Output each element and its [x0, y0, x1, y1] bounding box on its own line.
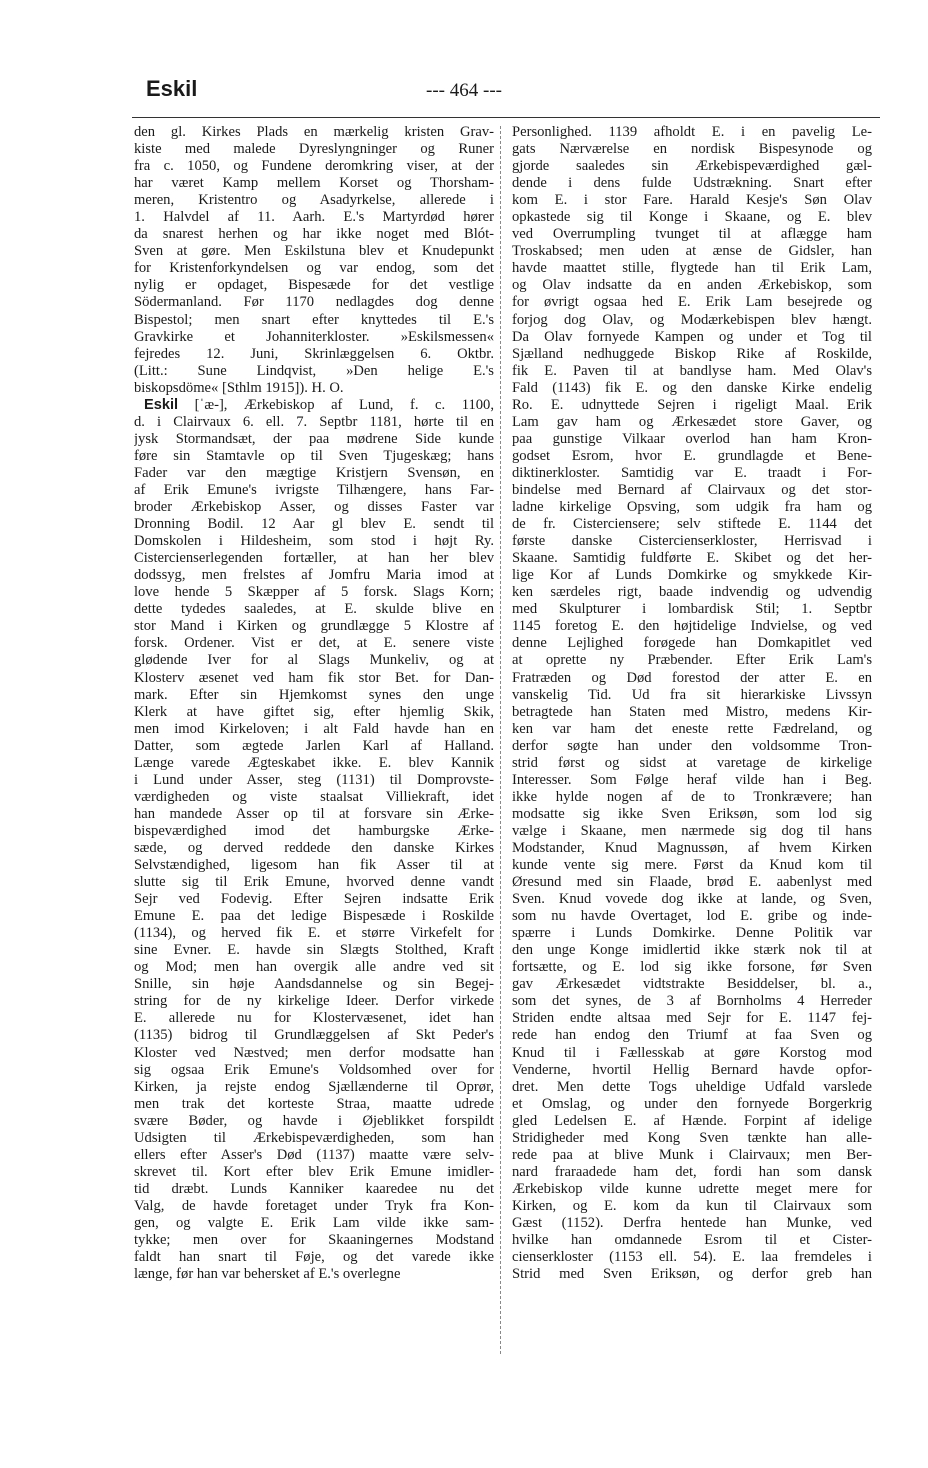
text-line: Fratræden og Død forestod der atter E. en: [512, 669, 872, 686]
text-line: nylig er opdaget, Bispesæde for det vestlige: [134, 277, 494, 294]
text-line: Domskolen i Hildesheim, som stod i højt Ry.: [134, 533, 494, 550]
text-line: dende i dens fulde Udstrækning. Snart efter: [512, 175, 872, 192]
left-column: [134, 124, 494, 1283]
text-line: men imod Kirkeloven; i alt Fald havde han en: [134, 720, 494, 737]
text-line: tid dræbt. Lunds Kanniker kaaredee nu det: [134, 1180, 494, 1197]
text-line: ved Overrumpling tvunget til at aflægge ham: [512, 226, 872, 243]
text-line: Dronning Bodil. 12 Aar gl blev E. sendt til: [134, 516, 494, 533]
text-line: hvilke han omdannede Esrom til et Cister-: [512, 1232, 872, 1249]
text-line: Klosterv æsenet ved ham fik stor Bet. for Dan-: [134, 669, 494, 686]
text-line: nard fraraadede ham det, fordi han som dansk: [512, 1163, 872, 1180]
text-line: sæde, og derved reddede den danske Kirkes: [134, 839, 494, 856]
text-line: denne Lejlighed forøgede han Domkapitlet ved: [512, 635, 872, 652]
text-line: Troskabsed; men uden at ænse de Gidsler, han: [512, 243, 872, 260]
text-line: dette tydedes saaledes, at E. skulde blive en: [134, 601, 494, 618]
column-divider: [500, 126, 501, 1354]
text-line: Strid med Sven Eriksøn, og derfor greb han: [512, 1266, 872, 1283]
text-line: vælge i Skaane, men nærmede sig dog til hans: [512, 822, 872, 839]
text-line: paa gunstige Vilkaar overlod han ham Kron-: [512, 430, 872, 447]
text-line: lige Kor af Lunds Domkirke og smykkede Kir-: [512, 567, 872, 584]
text-line: derfor søgte han under den voldsomme Tron-: [512, 737, 872, 754]
text-line: han mandede Asser op til at forsvare sin Ærke-: [134, 805, 494, 822]
text-line: Sejr ved Fodevig. Efter Sejren indsatte Erik: [134, 891, 494, 908]
text-line: meren, Kristentro og Asadyrkelse, allerede i: [134, 192, 494, 209]
text-line: love hende 5 Skæpper af 5 forsk. Slags Korn;: [134, 584, 494, 601]
text-line: Stridigheder med Kong Sven tænkte han alle-: [512, 1129, 872, 1146]
text-line: Sjælland nedhuggede Biskop Rike af Roskilde,: [512, 345, 872, 362]
text-line: stor Mand i Kirken og grundlægge 5 Klostre af: [134, 618, 494, 635]
text-line: med Skulpturer i lombardisk Stil; 1. Septbr: [512, 601, 872, 618]
text-line: godset Esrom, hvor E. grundlagde et Bene-: [512, 447, 872, 464]
text-line: E. allerede nu for Klostervæsenet, idet han: [134, 1010, 494, 1027]
text-line: cienserkloster (1153 ell. 54). E. laa fremdeles i: [512, 1249, 872, 1266]
text-line: den gl. Kirkes Plads en mærkelig kristen Grav-: [134, 124, 494, 140]
text-line: et Omslag, og under den fornyede Borgerkrig: [512, 1095, 872, 1112]
text-line: Udsigten til Ærkebispeværdigheden, som han: [134, 1129, 494, 1146]
text-line: første danske Cistercienserkloster, Herrisvad i: [512, 533, 872, 550]
text-line: [ˈæ-], Ærkebiskop af Lund, f. c. 1100,: [178, 396, 494, 413]
text-line: ken var ham det eneste rette Fædreland, og: [512, 720, 872, 737]
text-line: som det synes, de 3 af Bornholms 4 Herreder: [512, 993, 872, 1010]
text-line: som nu havde Overtaget, lod E. gribe og inde-: [512, 908, 872, 925]
text-line: kom E. i stor Fare. Harald Kesje's Søn Olav: [512, 192, 872, 209]
text-line: Kirken, ja rejste endog Sjællænderne til Oprør,: [134, 1078, 494, 1095]
text-line: Striden endte altsaa med Sejr for E. 1147 fej-: [512, 1010, 872, 1027]
text-line: 1145 foretog E. den højtidelige Indvielse, og ved: [512, 618, 872, 635]
text-line: værdigheden og viste staalsat Villiekraft, idet: [134, 788, 494, 805]
text-line: broder Ærkebiskop Asser, og disses Faster var: [134, 499, 494, 516]
text-line: Bispestol; men snart efter knyttedes til E.'s: [134, 311, 494, 328]
text-line: Kloster ved Næstved; men derfor modsatte han: [134, 1044, 494, 1061]
text-line: Øresund med sin Flaade, brød E. aabenlyst med: [512, 874, 872, 891]
text-line: Fader var den mægtige Kristjern Svensøn, en: [134, 464, 494, 481]
text-line: gen, og valgte E. Erik Lam vilde ikke sam-: [134, 1215, 494, 1231]
text-line: men trak det korteste Straa, maatte udrede: [134, 1095, 494, 1112]
page-number: --- 464 ---: [426, 80, 502, 101]
text-line: havde maattet stille, flygtede han til Erik Lam,: [512, 260, 872, 277]
text-line: gjorde saaledes sin Ærkebispeværdighed gæl-: [512, 158, 872, 175]
text-line: sig ogsaa Erik Emune's Voldsomhed over for: [134, 1061, 494, 1078]
text-line: Interesser. Som Følge heraf vilde han i Beg.: [512, 771, 872, 788]
text-line: for øvrigt ogsaa hed E. Erik Lam besejrede og: [512, 294, 872, 311]
text-line: og Olav indsatte da en anden Ærkebiskop, som: [512, 277, 872, 294]
text-line: forjog dog Olav, og Modærkebispen blev hængt.: [512, 311, 872, 328]
text-line: den unge Konge imidlertid ikke stærk nok til at: [512, 942, 872, 959]
text-line: modsatte sig ikke Sven Eriksøn, som lod sig: [512, 805, 872, 822]
text-line: Ro. E. udnyttede Sejren i rigeligt Maal. Erik: [512, 396, 872, 413]
text-line: Gravkirke et Johanniterkloster. »Eskilsmessen«: [134, 328, 494, 345]
text-line: Lam gav ham og Ærkesædet store Gaver, og: [512, 413, 872, 430]
text-line: (1134), og herved fik E. et større Virkefelt for: [134, 925, 494, 942]
text-line: fra c. 1050, og Fundene deromkring viser, at der: [134, 158, 494, 175]
text-line: Da Olav fornyede Kampen og under et Tog til: [512, 328, 872, 345]
text-line: tykke; men over for Skaaningernes Modstand: [134, 1232, 494, 1249]
text-line: gav Ærkesædet vidtstrakte Besiddelser, bl. a.,: [512, 976, 872, 993]
text-line: Cistercienserlegenden fortæller, at han her blev: [134, 550, 494, 567]
text-line: ken særdeles rigt, baade indvendig og udvendig: [512, 584, 872, 601]
text-line: Klerk at have giftet sig, efter hjemlig Skik,: [134, 703, 494, 720]
text-line: 1. Halvdel af 11. Aarh. E.'s Martyrdød hører: [134, 209, 494, 226]
running-headword: Eskil: [146, 76, 198, 101]
text-line: slutte sig til Erik Emune, hvorved denne vandt: [134, 874, 494, 891]
text-line: i Lund under Asser, steg (1131) til Domprovste-: [134, 771, 494, 788]
text-line: Skaane. Samtidig fuldførte E. Skibet og det her-: [512, 550, 872, 567]
text-line: Selvstændighed, ligesom han fik Asser til at: [134, 857, 494, 874]
text-line: bindelse med Bernard af Clairvaux og det stor-: [512, 481, 872, 498]
text-line: Datter, som ægtede Jarlen Karl af Halland.: [134, 737, 494, 754]
text-line: Fald (1143) fik E. og den danske Kirke endelig: [512, 379, 872, 396]
text-line: Sven at gøre. Men Eskilstuna blev et Knudepunkt: [134, 243, 494, 260]
text-line: rede paa at blive Munk i Clairvaux; men Ber-: [512, 1146, 872, 1163]
text-line: at oprette ny Præbender. Efter Erik Lam's: [512, 652, 872, 669]
text-line: Knud til i Fællesskab at gøre Korstog mod: [512, 1044, 872, 1061]
text-line: spærre i Lunds Domkirke. Denne Politik var: [512, 925, 872, 942]
text-line: fejredes 12. Juni, Skrinlæggelsen 6. Oktbr.: [134, 345, 494, 362]
text-line: biskopsdöme« [Sthlm 1915]). H. O.: [134, 379, 344, 396]
text-line: (Litt.: Sune Lindqvist, »Den helige E.'s: [134, 362, 494, 379]
text-line: ikke hylde nogen af de to Tronkrævere; han: [512, 788, 872, 805]
text-line: føre sin Stamtavle op til Sven Tjugeskæg; hans: [134, 447, 494, 464]
text-line: Venderne, hvortil Hellig Bernard havde opfor-: [512, 1061, 872, 1078]
text-line: dodssyg, men frelstes af Jomfru Maria imod at: [134, 567, 494, 584]
text-line: forsk. Ordener. Vist er det, at E. senere viste: [134, 635, 494, 652]
text-line: d. i Clairvaux 6. ell. 7. Septbr 1181, hørte til en: [134, 413, 494, 430]
text-line: længe, før han var behersket af E.'s overlegne: [134, 1266, 401, 1283]
text-line: glødende Iver for al Slags Munkeliv, og at: [134, 652, 494, 669]
text-line: fortsætte, og E. lod sig ikke forsone, før Sven: [512, 959, 872, 976]
text-line: (1135) bidrog til Grundlæggelsen af Skt Peder's: [134, 1027, 494, 1044]
header-rule: [132, 117, 880, 118]
text-line: Valg, de havde foretaget under Tryk fra Kon-: [134, 1197, 494, 1214]
text-line: Snille, sin høje Aandsdannelse og sin Begej-: [134, 976, 494, 993]
text-line: strid først og sidst at varetage de kirkelige: [512, 754, 872, 771]
text-line: faldt han snart til Føje, og det varede ikke: [134, 1249, 494, 1266]
text-line: for Kristenforkyndelsen og var endog, som det: [134, 260, 494, 277]
text-line: gled Ledelsen E. af Hænde. Forpint af idelige: [512, 1112, 872, 1129]
text-line: Kirken, og E. kom da kun til Clairvaux som: [512, 1197, 872, 1214]
text-line: ladne kirkelige Opsving, som udgik fra ham og: [512, 499, 872, 516]
text-line: Sven. Knud vovede dog ikke at lande, og Sven,: [512, 891, 872, 908]
right-column: [512, 124, 872, 1283]
text-line: sine Evner. E. havde sin Slægts Stolthed, Kraft: [134, 942, 494, 959]
text-line: diktinerkloster. Samtidig var E. traadt i For-: [512, 464, 872, 481]
text-line: betragtede han Staten med Mistro, medens Kir-: [512, 703, 872, 720]
text-line: fik E. Paven til at bandlyse ham. Med Olav's: [512, 362, 872, 379]
text-line: Ærkebiskop vilde kunne udrette meget mere for: [512, 1180, 872, 1197]
text-line: Gæst (1152). Derfra hentede han Munke, ved: [512, 1215, 872, 1231]
text-line: de fr. Cisterciensere; selv stiftede E. 1144 det: [512, 516, 872, 533]
text-line: kiste med malede Dyreslyngninger og Runer: [134, 141, 494, 158]
text-line: opkastede sig til Konge i Skaane, og E. blev: [512, 209, 872, 226]
text-line: mark. Efter sin Hjemkomst synes den unge: [134, 686, 494, 703]
text-line: da snarest herhen og har ikke noget med Blót-: [134, 226, 494, 243]
text-line: kunde vente sig mere. Først da Knud kom til: [512, 857, 872, 874]
text-line: svære Bøder, og havde i Øjeblikket forspildt: [134, 1112, 494, 1129]
entry-headword: Eskil: [144, 396, 179, 413]
text-line: Længe varede Ægteskabet ikke. E. blev Kannik: [134, 754, 494, 771]
text-line: gats Nærværelse en nordisk Bispesynode og: [512, 141, 872, 158]
text-line: Emune E. paa det ledige Bispesæde i Roskilde: [134, 908, 494, 925]
text-line: ellers efter Asser's Død (1137) maatte være selv-: [134, 1146, 494, 1163]
text-line: af Erik Emune's ivrigste Tilhængere, hans Far-: [134, 481, 494, 498]
text-line: Modstander, Knud Magnussøn, af hvem Kirken: [512, 839, 872, 856]
text-line: og Mod; men han overgik alle andre ved sit: [134, 959, 494, 976]
text-line: har været Kamp mellem Korset og Thorsham-: [134, 175, 494, 192]
text-line: vanskelig Tid. Ud fra sit hierarkiske Livssyn: [512, 686, 872, 703]
text-line: Personlighed. 1139 afholdt E. i en pavelig Le-: [512, 124, 872, 140]
entry-first-line: [134, 397, 494, 414]
text-line: dret. Men dette Togs uheldige Udfald varslede: [512, 1078, 872, 1095]
text-line: Södermanland. Før 1170 nedlagdes dog denne: [134, 294, 494, 311]
text-line: bispeværdighed imod det hamburgske Ærke-: [134, 822, 494, 839]
text-line: skrevet til. Kort efter blev Erik Emune imidler-: [134, 1163, 494, 1180]
text-line: rede han endog den Triumf at faa Sven og: [512, 1027, 872, 1044]
text-line: jysk Stormandsæt, der paa mødrene Side kunde: [134, 430, 494, 447]
text-line: string for de ny kirkelige Ideer. Derfor virkede: [134, 993, 494, 1010]
